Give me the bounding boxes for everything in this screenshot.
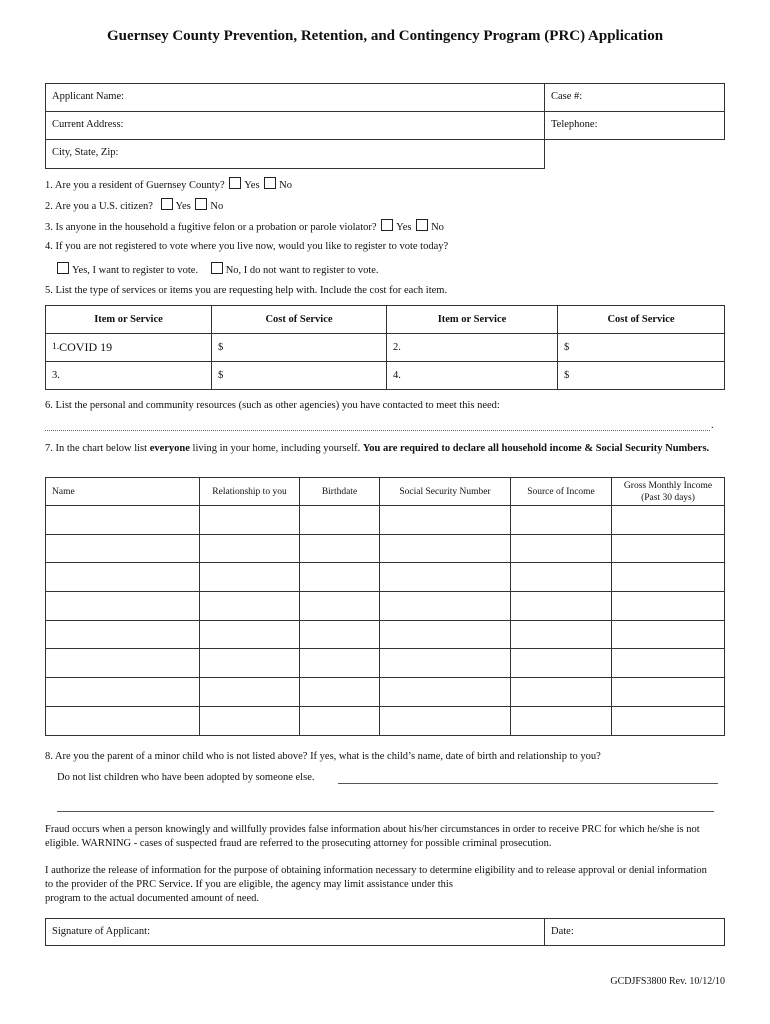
household-header-gross-income — [612, 478, 725, 506]
question-3-text: 3. Is anyone in the household a fugitive felon or a probation or parole violator? — [45, 222, 377, 233]
household-cell[interactable] — [200, 592, 300, 621]
city-state-zip-field[interactable] — [45, 139, 545, 169]
household-cell[interactable] — [511, 678, 612, 707]
household-cell[interactable] — [200, 506, 300, 535]
household-cell[interactable] — [200, 706, 300, 735]
household-cell[interactable] — [380, 678, 511, 707]
household-table — [45, 477, 725, 736]
case-number-field[interactable] — [544, 83, 725, 112]
household-row — [46, 506, 725, 535]
household-cell[interactable] — [380, 534, 511, 563]
service-item-cell[interactable] — [46, 362, 212, 390]
question-8: 8. Are you the parent of a minor child who is not listed above? If yes, what is the child’s name, date of birth and relationship to you? — [45, 751, 601, 762]
cost-symbol: $ — [564, 342, 570, 353]
question-4-options — [55, 262, 379, 276]
household-header-relationship: Relationship to you — [200, 478, 300, 506]
city-state-zip-label: City, State, Zip: — [52, 147, 119, 158]
question-7-text: living in your home, including yourself. — [189, 443, 363, 454]
row-number: 1. — [52, 342, 60, 352]
household-cell[interactable] — [380, 649, 511, 678]
gross-income-label: Gross Monthly Income — [623, 480, 713, 491]
household-row — [46, 592, 725, 621]
service-cost-cell[interactable] — [558, 362, 725, 390]
service-cost-cell[interactable] — [212, 362, 387, 390]
household-cell[interactable] — [200, 534, 300, 563]
household-cell[interactable] — [380, 592, 511, 621]
question-3 — [45, 219, 444, 233]
row-number: 2. — [393, 342, 401, 353]
question-5: 5. List the type of services or items you are requesting help with. Include the cost for each item. — [45, 285, 448, 296]
cost-symbol: $ — [218, 370, 224, 381]
gross-income-period: (Past 30 days) — [641, 492, 695, 503]
household-cell[interactable] — [511, 506, 612, 535]
q2-yes-label: Yes — [175, 201, 191, 212]
household-cell[interactable] — [300, 563, 380, 592]
services-header: Item or Service — [46, 306, 212, 334]
household-cell[interactable] — [46, 706, 200, 735]
services-header: Item or Service — [387, 306, 558, 334]
services-row — [46, 334, 725, 362]
authorization-statement — [45, 864, 725, 906]
applicant-name-field[interactable] — [45, 83, 545, 112]
resources-answer-line[interactable] — [45, 430, 710, 431]
household-cell[interactable] — [612, 620, 725, 649]
child-info-line-2[interactable] — [57, 811, 714, 812]
question-2 — [45, 198, 223, 212]
household-cell[interactable] — [200, 620, 300, 649]
household-cell[interactable] — [300, 649, 380, 678]
household-header-birthdate: Birthdate — [300, 478, 380, 506]
signature-field[interactable] — [45, 918, 545, 946]
q1-no-checkbox[interactable] — [264, 177, 276, 189]
signature-label: Signature of Applicant: — [52, 926, 150, 937]
household-row — [46, 620, 725, 649]
cost-symbol: $ — [218, 342, 224, 353]
household-cell[interactable] — [511, 706, 612, 735]
date-label: Date: — [551, 926, 574, 937]
q4-no-label: No, I do not want to register to vote. — [225, 265, 379, 276]
household-cell[interactable] — [511, 534, 612, 563]
household-cell[interactable] — [612, 678, 725, 707]
household-cell[interactable] — [200, 649, 300, 678]
service-item-value: COVID 19 — [59, 340, 113, 354]
current-address-label: Current Address: — [52, 119, 124, 130]
household-cell[interactable] — [612, 563, 725, 592]
household-cell[interactable] — [380, 706, 511, 735]
household-row — [46, 678, 725, 707]
household-cell[interactable] — [300, 706, 380, 735]
row-number: 3. — [52, 370, 60, 381]
household-cell[interactable] — [46, 592, 200, 621]
question-4: 4. If you are not registered to vote where you live now, would you like to register to vote today? — [45, 241, 449, 252]
household-cell[interactable] — [300, 678, 380, 707]
q2-no-label: No — [210, 201, 224, 212]
household-cell[interactable] — [300, 506, 380, 535]
q4-yes-label: Yes, I want to register to vote. — [72, 265, 199, 276]
services-header: Cost of Service — [212, 306, 387, 334]
household-cell[interactable] — [200, 678, 300, 707]
household-cell[interactable] — [612, 706, 725, 735]
household-cell[interactable] — [300, 620, 380, 649]
household-cell[interactable] — [300, 534, 380, 563]
service-item-cell[interactable] — [387, 362, 558, 390]
telephone-field[interactable] — [544, 111, 725, 140]
household-cell[interactable] — [46, 620, 200, 649]
child-info-line-1[interactable] — [338, 783, 718, 784]
question-7-requirement: You are required to declare all household income & Social Security Numbers. — [362, 443, 710, 454]
row-number: 4. — [393, 370, 401, 381]
q1-no-label: No — [279, 180, 292, 191]
household-cell[interactable] — [46, 678, 200, 707]
question-7-emphasis: everyone — [149, 443, 190, 454]
question-7 — [45, 442, 725, 456]
household-cell[interactable] — [612, 649, 725, 678]
applicant-name-label: Applicant Name: — [52, 91, 125, 102]
services-table — [45, 305, 725, 390]
resources-line-end: . — [711, 420, 714, 431]
authorization-text-end: program to the actual documented amount of need. — [45, 893, 260, 904]
household-cell[interactable] — [380, 506, 511, 535]
household-cell[interactable] — [46, 649, 200, 678]
household-row — [46, 649, 725, 678]
household-header-ssn: Social Security Number — [380, 478, 511, 506]
q1-yes-checkbox[interactable] — [229, 177, 241, 189]
question-2-text: 2. Are you a U.S. citizen? — [45, 201, 153, 212]
date-field[interactable] — [544, 918, 725, 946]
q1-yes-label: Yes — [244, 180, 260, 191]
q3-yes-label: Yes — [396, 222, 412, 233]
service-cost-cell[interactable] — [212, 334, 387, 362]
services-row — [46, 362, 725, 390]
current-address-field[interactable] — [45, 111, 545, 140]
service-item-cell[interactable] — [46, 334, 212, 362]
services-header: Cost of Service — [558, 306, 725, 334]
household-cell[interactable] — [300, 592, 380, 621]
authorization-text: I authorize the release of information for the purpose of obtaining information necessary to determine eligibility and to release approval or denial information to the provider of the PRC Service. If you are eligible, the agency may limit assistance under this — [45, 865, 707, 890]
household-header-name: Name — [46, 478, 200, 506]
household-header-row — [46, 478, 725, 506]
cost-symbol: $ — [564, 370, 570, 381]
case-number-label: Case #: — [551, 91, 583, 102]
services-header-row — [46, 306, 725, 334]
household-cell[interactable] — [612, 534, 725, 563]
q3-yes-checkbox[interactable] — [381, 219, 393, 231]
q2-yes-checkbox[interactable] — [161, 198, 173, 210]
question-1-text: 1. Are you a resident of Guernsey County? — [45, 180, 225, 191]
q3-no-label: No — [431, 222, 444, 233]
household-cell[interactable] — [511, 620, 612, 649]
household-cell[interactable] — [511, 649, 612, 678]
q3-no-checkbox[interactable] — [416, 219, 428, 231]
household-cell[interactable] — [46, 563, 200, 592]
telephone-label: Telephone: — [551, 119, 598, 130]
q2-no-checkbox[interactable] — [195, 198, 207, 210]
service-cost-cell[interactable] — [558, 334, 725, 362]
household-cell[interactable] — [612, 592, 725, 621]
household-header-income-source: Source of Income — [511, 478, 612, 506]
household-cell[interactable] — [46, 534, 200, 563]
household-cell[interactable] — [511, 592, 612, 621]
household-cell[interactable] — [200, 563, 300, 592]
q4-yes-checkbox[interactable] — [57, 262, 69, 274]
household-cell[interactable] — [380, 563, 511, 592]
household-row — [46, 563, 725, 592]
household-row — [46, 706, 725, 735]
q4-no-checkbox[interactable] — [211, 262, 223, 274]
fraud-warning: Fraud occurs when a person knowingly and willfully provides false information about his/her circumstances in order to receive PRC for which he/she is not eligible. WARNING - cases of suspected fraud are referred to the prosecuting attorney for possible criminal prosecution. — [45, 824, 700, 849]
service-item-cell[interactable] — [387, 334, 558, 362]
household-row — [46, 534, 725, 563]
household-cell[interactable] — [46, 506, 200, 535]
household-cell[interactable] — [612, 506, 725, 535]
form-title: Guernsey County Prevention, Retention, and Contingency Program (PRC) Application — [106, 28, 664, 44]
form-number: GCDJFS3800 Rev. 10/12/10 — [610, 976, 725, 987]
question-8-note: Do not list children who have been adopted by someone else. — [57, 772, 315, 783]
household-cell[interactable] — [380, 620, 511, 649]
question-1 — [45, 177, 292, 191]
question-7-text: 7. In the chart below list — [45, 443, 150, 454]
household-cell[interactable] — [511, 563, 612, 592]
question-6: 6. List the personal and community resources (such as other agencies) you have contacted to meet this need: — [45, 400, 500, 411]
